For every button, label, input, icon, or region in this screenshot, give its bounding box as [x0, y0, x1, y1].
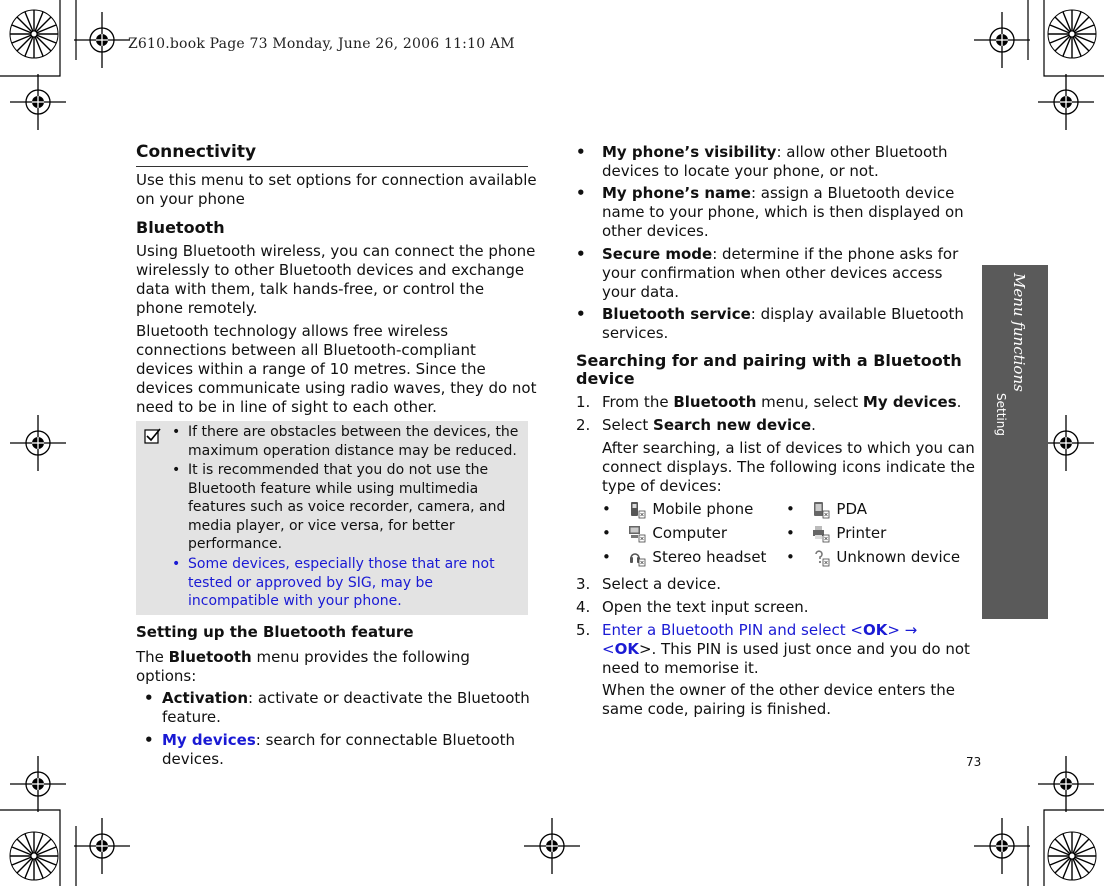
option-phone-name: • My phone’s name: assign a Bluetooth device name to your phone, which is then displayed on other devices.	[576, 184, 964, 240]
device-printer: • Printer	[786, 524, 887, 542]
step-3: 3. Select a device.	[576, 575, 722, 593]
intro-text: Use this menu to set options for connection available on your phone	[136, 171, 537, 208]
search-heading: Searching for and pairing with a Bluetooth device	[576, 351, 962, 388]
note-item-2: • It is recommended that you do not use the Bluetooth feature while using multimedia features such as voice recorder, camera, and media player, or vice versa, for better performance.	[172, 462, 506, 552]
section-title: Connectivity	[136, 142, 257, 162]
final-text: When the owner of the other device enters the same code, pairing is finished.	[602, 681, 955, 718]
step-2: 2. Select Search new device.	[576, 416, 816, 434]
device-unknown: • Unknown device	[786, 548, 961, 566]
page-number: 73	[966, 755, 982, 769]
section-tab-title: Menu functions	[1010, 273, 1028, 392]
step-1: 1. From the Bluetooth menu, select My devices.	[576, 393, 962, 411]
option-my-devices: • My devices: search for connectable Bluetooth devices.	[144, 731, 516, 768]
option-visibility: • My phone’s visibility: allow other Bluetooth devices to locate your phone, or not.	[576, 143, 948, 180]
note-item-3: • Some devices, especially those that are not tested or approved by SIG, may be incompatible with your phone.	[172, 556, 495, 609]
bluetooth-heading: Bluetooth	[136, 218, 225, 237]
note-item-1: • If there are obstacles between the devices, the maximum operation distance may be reduced.	[172, 424, 519, 459]
option-secure-mode: • Secure mode: determine if the phone asks for your confirmation when other devices access your data.	[576, 245, 959, 301]
option-activation: • Activation: activate or deactivate the Bluetooth feature.	[144, 689, 530, 726]
device-computer: • Computer	[602, 524, 727, 542]
headset-icon	[628, 549, 646, 567]
bluetooth-para-1: Using Bluetooth wireless, you can connect the phone wirelessly to other Bluetooth devices and exchange data with them, talk hands-free, or control the phone remotely.	[136, 242, 536, 317]
device-stereo-headset: • Stereo headset	[602, 548, 767, 566]
option-bt-service: • Bluetooth service: display available Bluetooth services.	[576, 305, 964, 342]
print-header: Z610.book Page 73 Monday, June 26, 2006 11:10 AM	[128, 36, 515, 52]
section-tab-subtitle: Setting	[994, 393, 1008, 436]
device-pda: • PDA	[786, 500, 868, 518]
device-mobile-phone: • Mobile phone	[602, 500, 754, 518]
section-tab	[982, 265, 1048, 619]
note-check-icon	[144, 427, 162, 445]
printer-icon	[812, 525, 830, 543]
step-2-description: After searching, a list of devices to which you can connect displays. The following icons indicate the type of devices:	[602, 439, 976, 495]
mobile-phone-icon	[628, 501, 646, 519]
title-rule	[136, 166, 528, 167]
step-4: 4. Open the text input screen.	[576, 598, 809, 616]
bluetooth-para-2: Bluetooth technology allows free wireless connections between all Bluetooth-compliant devices within a range of 10 metres. Since the devices communicate using radio waves, they do not need to be in line of sight to each other.	[136, 322, 537, 416]
setup-heading: Setting up the Bluetooth feature	[136, 623, 414, 641]
pda-icon	[812, 501, 830, 519]
unknown-device-icon	[812, 549, 830, 567]
computer-icon	[628, 525, 646, 543]
setup-intro: The Bluetooth menu provides the following options:	[136, 648, 470, 685]
step-5: 5. Enter a Bluetooth PIN and select <OK> → <OK>. This PIN is used just once and you do not need to memorise it.	[576, 621, 970, 677]
